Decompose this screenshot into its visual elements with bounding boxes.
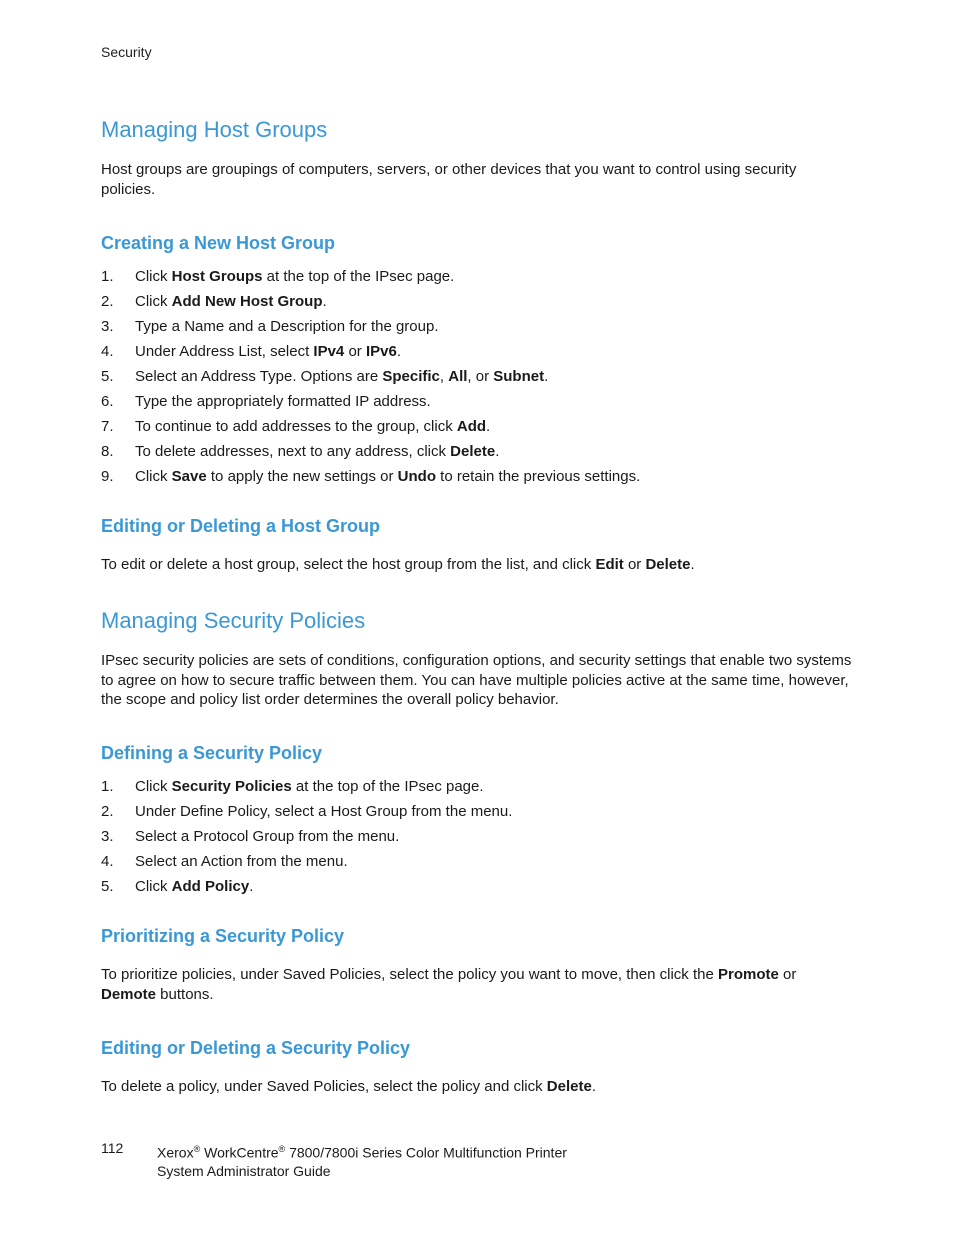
step-text: Type a Name and a Description for the group. bbox=[135, 318, 439, 335]
step-text: Type the appropriately formatted IP address. bbox=[135, 393, 431, 410]
footer-guide: System Administrator Guide bbox=[157, 1162, 331, 1179]
heading-managing-host-groups: Managing Host Groups bbox=[101, 117, 328, 142]
ui-term: Undo bbox=[397, 468, 436, 485]
list-item bbox=[101, 464, 853, 489]
heading-creating-host-group: Creating a New Host Group bbox=[101, 233, 336, 253]
heading-prioritizing-policy: Prioritizing a Security Policy bbox=[101, 926, 345, 946]
list-item bbox=[101, 439, 853, 464]
step-text: Under Address List, select IPv4 or IPv6. bbox=[135, 343, 401, 360]
ui-term: Delete bbox=[546, 1078, 592, 1095]
step-number: 3. bbox=[101, 318, 114, 335]
step-number: 1. bbox=[101, 778, 114, 795]
step-number: 8. bbox=[101, 443, 114, 460]
list-item bbox=[101, 849, 853, 874]
list-item bbox=[101, 314, 853, 339]
step-number: 7. bbox=[101, 418, 114, 435]
step-text: Click Security Policies at the top of the IPsec page. bbox=[135, 778, 484, 795]
footer-reg-1: ® bbox=[193, 1144, 201, 1154]
footer-reg-2: ® bbox=[278, 1144, 286, 1154]
ui-term: Add Policy bbox=[171, 878, 250, 895]
list-item bbox=[101, 874, 853, 899]
step-text: Select an Address Type. Options are Specific, All, or Subnet. bbox=[135, 368, 549, 385]
list-item bbox=[101, 414, 853, 439]
step-text: Click Save to apply the new settings or Undo to retain the previous settings. bbox=[135, 468, 641, 485]
security-policies-intro: IPsec security policies are sets of conditions, configuration options, and security settings that enable two systems to agree on how to secure traffic between them. You can have multiple policies active at the same time, however, the scope and policy list order determines the overall policy behavior. bbox=[101, 652, 852, 708]
step-text: To delete addresses, next to any address, click Delete. bbox=[135, 443, 500, 460]
editing-policy-text: To delete a policy, under Saved Policies, select the policy and click Delete. bbox=[101, 1078, 596, 1095]
ui-term: Subnet bbox=[493, 368, 545, 385]
ui-term: Host Groups bbox=[171, 268, 263, 285]
prioritizing-policy-text: To prioritize policies, under Saved Policies, select the policy you want to move, then click the Promote or Demote buttons. bbox=[101, 966, 797, 1003]
page-number: 112 bbox=[101, 1140, 124, 1156]
list-item bbox=[101, 824, 853, 849]
host-groups-intro: Host groups are groupings of computers, servers, or other devices that you want to control using security policies. bbox=[101, 161, 797, 198]
heading-editing-policy: Editing or Deleting a Security Policy bbox=[101, 1038, 411, 1058]
ui-term: Demote bbox=[101, 985, 157, 1003]
step-text: Click Host Groups at the top of the IPsec page. bbox=[135, 268, 455, 285]
step-number: 1. bbox=[101, 268, 114, 285]
step-number: 6. bbox=[101, 393, 114, 410]
footer-product-rest: 7800/7800i Series Color Multifunction Printer bbox=[285, 1144, 567, 1161]
defining-policy-steps bbox=[101, 774, 853, 899]
list-item bbox=[101, 264, 853, 289]
ui-term: Delete bbox=[450, 443, 496, 460]
ui-term: IPv6 bbox=[365, 343, 397, 360]
step-text: Click Add New Host Group. bbox=[135, 293, 327, 310]
list-item bbox=[101, 364, 853, 389]
ui-term: All bbox=[448, 368, 468, 385]
step-text: Select a Protocol Group from the menu. bbox=[135, 828, 400, 845]
heading-managing-security-policies: Managing Security Policies bbox=[101, 608, 366, 633]
list-item bbox=[101, 289, 853, 314]
step-text: Select an Action from the menu. bbox=[135, 853, 348, 870]
creating-host-group-steps bbox=[101, 264, 853, 489]
footer-product-name: WorkCentre bbox=[204, 1144, 279, 1161]
ui-term: Add bbox=[456, 418, 487, 435]
ui-term: Specific bbox=[382, 368, 440, 385]
ui-term: Security Policies bbox=[171, 778, 292, 795]
running-head: Security bbox=[101, 44, 152, 60]
step-number: 2. bbox=[101, 803, 114, 820]
step-number: 4. bbox=[101, 853, 114, 870]
heading-editing-host-group: Editing or Deleting a Host Group bbox=[101, 516, 380, 536]
heading-defining-policy: Defining a Security Policy bbox=[101, 743, 323, 763]
ui-term: Save bbox=[171, 468, 207, 485]
step-number: 9. bbox=[101, 468, 114, 485]
footer-product bbox=[157, 1140, 567, 1180]
footer-brand: Xerox bbox=[157, 1144, 194, 1161]
list-item bbox=[101, 339, 853, 364]
list-item bbox=[101, 774, 853, 799]
editing-host-group-text: To edit or delete a host group, select the host group from the list, and click Edit or Delete. bbox=[101, 556, 695, 573]
step-number: 5. bbox=[101, 368, 114, 385]
ui-term: Delete bbox=[645, 556, 691, 573]
ui-term: Promote bbox=[717, 966, 779, 983]
ui-term: IPv4 bbox=[313, 343, 345, 360]
step-number: 2. bbox=[101, 293, 114, 310]
step-text: Under Define Policy, select a Host Group from the menu. bbox=[135, 803, 513, 820]
footer-line-1 bbox=[157, 1140, 567, 1162]
list-item bbox=[101, 799, 853, 824]
list-item bbox=[101, 389, 853, 414]
step-number: 3. bbox=[101, 828, 114, 845]
step-text: Click Add Policy. bbox=[135, 878, 254, 895]
ui-term: Add New Host Group bbox=[171, 293, 323, 310]
ui-term: Edit bbox=[595, 556, 624, 573]
step-number: 5. bbox=[101, 878, 114, 895]
step-number: 4. bbox=[101, 343, 114, 360]
step-text: To continue to add addresses to the group, click Add. bbox=[135, 418, 491, 435]
